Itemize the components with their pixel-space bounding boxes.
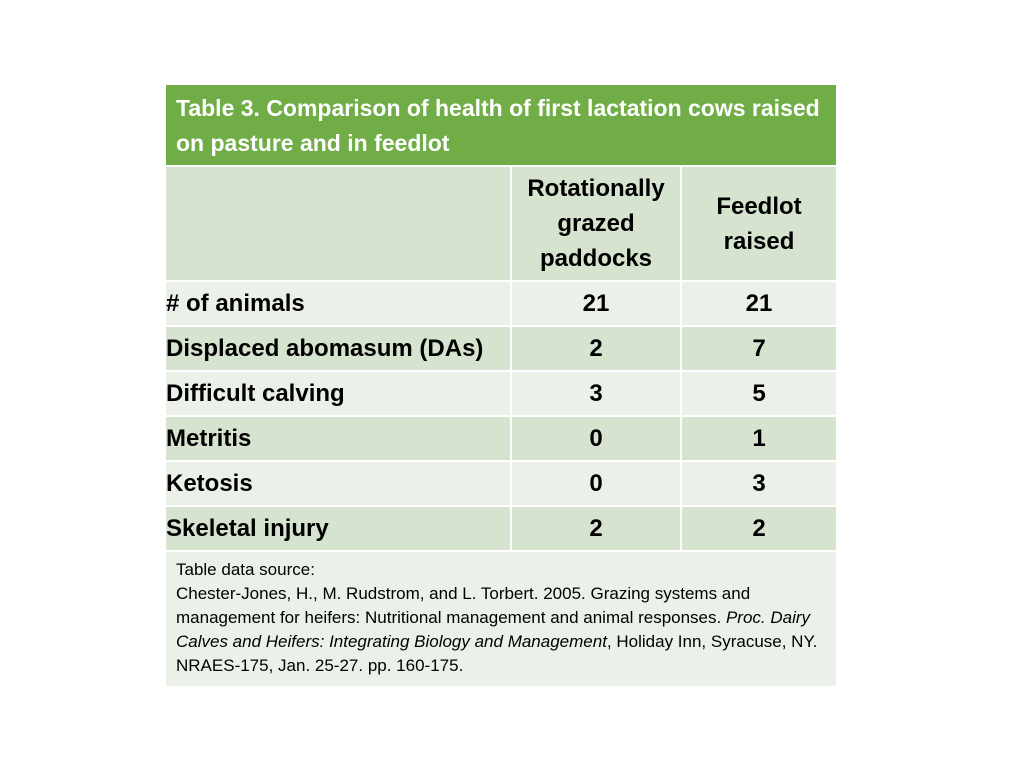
source-citation: Chester-Jones, H., M. Rudstrom, and L. Torbert. 2005. Grazing systems and management for heifers: Nutritional management and animal responses. — [176, 584, 751, 627]
row-label: Difficult calving — [166, 371, 511, 416]
grazed-value: 2 — [511, 506, 681, 551]
header-cell-empty — [166, 166, 511, 281]
header-cell-grazed: Rotationally grazed paddocks — [511, 166, 681, 281]
feedlot-value: 3 — [681, 461, 836, 506]
row-label: # of animals — [166, 281, 511, 326]
grazed-value: 2 — [511, 326, 681, 371]
table-row — [166, 371, 836, 416]
grazed-value: 0 — [511, 461, 681, 506]
grazed-value: 0 — [511, 416, 681, 461]
table-header-row — [166, 166, 836, 281]
feedlot-value: 2 — [681, 506, 836, 551]
feedlot-value: 7 — [681, 326, 836, 371]
table-row — [166, 281, 836, 326]
row-label: Metritis — [166, 416, 511, 461]
grazed-value: 3 — [511, 371, 681, 416]
source-citation-italic: Proc. Dairy Calves and Heifers: Integrating Biology and Management — [176, 608, 811, 651]
row-label: Displaced abomasum (DAs) — [166, 326, 511, 371]
table-row — [166, 506, 836, 551]
table-title: Table 3. Comparison of health of first lactation cows raised on pasture and in feedlot — [166, 85, 836, 166]
table-row — [166, 326, 836, 371]
row-label: Ketosis — [166, 461, 511, 506]
source-heading: Table data source: — [176, 560, 315, 579]
feedlot-value: 1 — [681, 416, 836, 461]
table-source — [166, 551, 836, 686]
table-source-row — [166, 551, 836, 686]
health-comparison-table — [166, 85, 836, 686]
row-label: Skeletal injury — [166, 506, 511, 551]
source-citation-end: , Holiday Inn, Syracuse, NY. NRAES-175, Jan. 25-27. pp. 160-175. — [176, 632, 818, 675]
feedlot-value: 5 — [681, 371, 836, 416]
table-title-row — [166, 85, 836, 166]
feedlot-value: 21 — [681, 281, 836, 326]
header-cell-feedlot: Feedlot raised — [681, 166, 836, 281]
table-row — [166, 416, 836, 461]
table-row — [166, 461, 836, 506]
grazed-value: 21 — [511, 281, 681, 326]
